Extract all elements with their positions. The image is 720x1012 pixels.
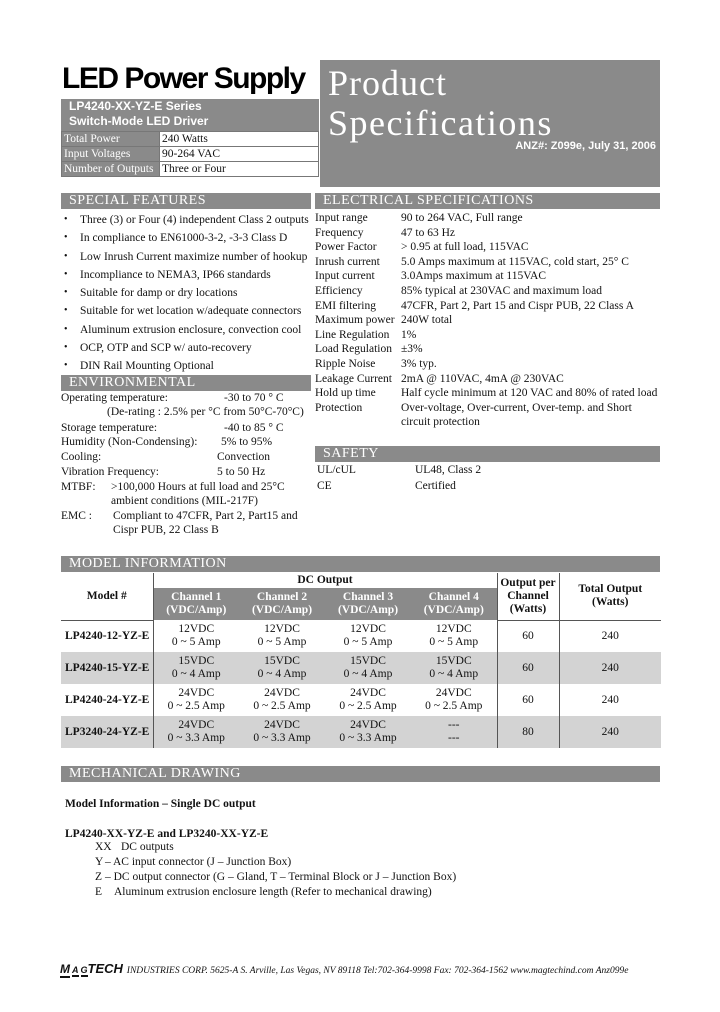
mechanical-models: LP4240-XX-YZ-E and LP3240-XX-YZ-E: [65, 828, 269, 840]
header-line: Channel 1: [171, 591, 222, 603]
spec-label: EMI filtering: [315, 299, 376, 312]
footer: [60, 960, 628, 978]
spec-value: 240W total: [401, 314, 453, 327]
total-output: 240: [601, 693, 619, 706]
humidity-label: Humidity (Non-Condensing):: [61, 436, 198, 448]
channel-cell: [239, 620, 325, 652]
spec-row: [315, 284, 660, 299]
channel-voltage: 24VDC: [350, 719, 386, 731]
safety-value: Certified: [415, 480, 456, 492]
channel-cell: [411, 620, 497, 652]
spec-value: Over-voltage, Over-current, Over-temp. and Short circuit protection: [401, 401, 632, 429]
spec-label: Efficiency: [315, 284, 363, 297]
channel-voltage: 24VDC: [178, 687, 215, 699]
spec-row: [315, 313, 660, 328]
header-line: Channel 2: [256, 591, 308, 603]
channel-cell: [153, 652, 239, 684]
spec-value: 3.0Amps maximum at 115VAC: [401, 270, 547, 283]
spec-row: [315, 357, 660, 372]
spec-label: Maximum power: [315, 314, 395, 327]
spec-value: 90 to 264 VAC, Full range: [401, 212, 523, 224]
header-line: Channel 3: [342, 591, 394, 603]
mechanical-line: DC outputs: [121, 841, 174, 853]
column-header-channel-4: [411, 588, 497, 620]
spec-label: Input current: [315, 270, 375, 283]
channel-current: 0 ~ 4 Amp: [429, 668, 479, 680]
footer-contact: INDUSTRIES CORP. 5625-A S. Arville, Las Vegas, NV 89118 Tel:702-364-9998 Fax: 702-364-1562 www.magtechind.com Anz099e: [126, 966, 629, 976]
mechanical-line: Aluminum extrusion enclosure length (Refer to mechanical drawing): [114, 886, 432, 898]
channel-cell: [239, 716, 325, 748]
table-row: [61, 620, 661, 652]
channel-cell: [411, 684, 497, 716]
environmental-block: [61, 392, 315, 542]
column-header-total-output: [559, 573, 661, 620]
header-line: (Watts): [509, 602, 547, 615]
spec-label: Number of Outputs: [62, 162, 160, 177]
list-item: • Suitable for wet location w/adequate connectors: [64, 302, 314, 320]
spec-label: Total Power: [62, 132, 160, 147]
channel-voltage: 15VDC: [350, 655, 386, 667]
electrical-specs-block: [315, 211, 660, 430]
table-header-row: [61, 573, 661, 588]
mtbf-label: MTBF:: [61, 481, 96, 493]
spec-value: 240 Watts: [160, 132, 319, 147]
spec-label: Input range: [315, 212, 368, 224]
mechanical-key: Z: [95, 871, 103, 883]
channel-voltage: 12VDC: [435, 623, 472, 635]
list-item: • Low Inrush Current maximize number of hookup: [64, 248, 314, 266]
spec-value: 2mA @ 110VAC, 4mA @ 230VAC: [401, 372, 564, 385]
mechanical-drawing-header: MECHANICAL DRAWING: [61, 766, 660, 782]
cooling-value: Convection: [217, 451, 271, 463]
channel-cell: [325, 684, 411, 716]
model-number: LP4240-15-YZ-E: [61, 652, 153, 684]
banner-line-specifications: Specifications: [328, 103, 553, 143]
channel-voltage: 24VDC: [264, 719, 300, 731]
spec-value: Half cycle minimum at 120 VAC and 80% of rated load: [401, 387, 658, 400]
spec-value: 3% typ.: [401, 357, 437, 370]
spec-value: ±3%: [401, 343, 423, 356]
mechanical-key: E: [95, 886, 103, 898]
spec-value: 5.0 Amps maximum at 115VAC, cold start, 25° C: [401, 255, 629, 268]
spec-row: [315, 386, 660, 401]
series-description: Switch-Mode LED Driver: [69, 114, 209, 128]
operating-temp-value: -30 to 70 ° C: [224, 392, 284, 404]
emc-line2: Cispr PUB, 22 Class B: [113, 524, 219, 536]
header-line: (VDC/Amp): [166, 604, 227, 616]
channel-voltage: 15VDC: [264, 655, 300, 667]
safety-block: [317, 463, 617, 495]
mechanical-key: Y: [95, 856, 104, 868]
channel-voltage: 24VDC: [435, 687, 472, 699]
header-line: (Watts): [592, 596, 629, 609]
humidity-value: 5% to 95%: [221, 436, 273, 448]
channel-cell: [325, 716, 411, 748]
channel-voltage: 12VDC: [264, 623, 300, 635]
spec-label: Power Factor: [315, 241, 377, 254]
channel-current: ---: [448, 732, 460, 744]
spec-row: [315, 255, 660, 270]
channel-voltage: 24VDC: [350, 687, 386, 699]
channel-current: 0 ~ 3.3 Amp: [167, 732, 225, 744]
special-features-list: [64, 211, 314, 376]
channel-current: 0 ~ 2.5 Amp: [425, 700, 483, 712]
spec-label: Line Regulation: [315, 328, 390, 341]
column-header-channel-1: [153, 588, 239, 620]
table-row: [62, 147, 319, 162]
spec-label: Input Voltages: [62, 147, 160, 162]
channel-cell: [239, 652, 325, 684]
spec-row: [315, 401, 660, 430]
spec-value: Three or Four: [160, 162, 319, 177]
channel-voltage: 24VDC: [178, 719, 215, 731]
channel-current: 0 ~ 2.5 Amp: [253, 700, 311, 712]
model-number: LP4240-24-YZ-E: [65, 693, 150, 706]
channel-current: 0 ~ 5 Amp: [429, 636, 479, 648]
spec-value: 85% typical at 230VAC and maximum load: [401, 284, 603, 297]
spec-label: Hold up time: [315, 387, 376, 400]
emc-line1: Compliant to 47CFR, Part 2, Part15 and: [113, 510, 298, 522]
spec-label: Frequency: [315, 226, 364, 239]
channel-voltage: 12VDC: [350, 623, 386, 635]
mechanical-line: – DC output connector (G – Gland, T – Terminal Block or J – Junction Box): [105, 871, 457, 883]
banner-line-product: Product: [328, 63, 447, 103]
spec-label: Leakage Current: [315, 372, 392, 385]
channel-current: 0 ~ 5 Amp: [257, 636, 307, 648]
spec-row: [315, 342, 660, 357]
header-line: Output per: [500, 576, 556, 589]
header-line: Total Output: [578, 583, 643, 596]
document-title: LED Power Supply: [62, 62, 305, 95]
logo-letter: TECH: [87, 961, 123, 976]
safety-header: SAFETY: [315, 446, 660, 462]
channel-cell: [325, 652, 411, 684]
summary-spec-table: [61, 131, 319, 177]
list-item: • Aluminum extrusion enclosure, convection cool: [64, 321, 314, 339]
channel-current: 0 ~ 2.5 Amp: [339, 700, 397, 712]
spec-row: [315, 299, 660, 314]
storage-temp-value: -40 to 85 ° C: [224, 422, 284, 434]
channel-current: 0 ~ 3.3 Amp: [339, 732, 397, 744]
header-line: (VDC/Amp): [251, 604, 313, 616]
mtbf-line2: ambient conditions (MIL-217F): [111, 495, 258, 507]
operating-temp-label: Operating temperature:: [61, 392, 168, 404]
spec-row: [317, 479, 617, 495]
channel-cell: [325, 620, 411, 652]
output-per-channel: 60: [497, 684, 559, 716]
list-item: • OCP, OTP and SCP w/ auto-recovery: [64, 339, 314, 357]
table-row: [61, 684, 661, 716]
mtbf-line1: >100,000 Hours at full load and 25°C: [111, 481, 285, 493]
channel-current: 0 ~ 5 Amp: [171, 636, 221, 648]
series-box: [61, 99, 319, 131]
channel-current: 0 ~ 2.5 Amp: [167, 700, 225, 712]
storage-temp-label: Storage temperature:: [61, 422, 158, 434]
environmental-header: ENVIRONMENTAL: [61, 375, 311, 391]
spec-value: 1%: [401, 328, 417, 341]
column-header-model: Model #: [61, 573, 153, 620]
column-header-channel-2: [239, 588, 325, 620]
channel-current: 0 ~ 4 Amp: [171, 668, 221, 680]
anz-revision: ANZ#: Z099e, July 31, 2006: [515, 140, 656, 152]
derating-note: (De-rating : 2.5% per °C from 50°C-70°C): [107, 406, 304, 418]
channel-voltage: 12VDC: [178, 623, 215, 635]
channel-cell: [239, 684, 325, 716]
spec-label: Ripple Noise: [315, 357, 376, 370]
mechanical-block: [63, 798, 663, 908]
model-information-header: MODEL INFORMATION: [61, 556, 660, 572]
table-row: [62, 132, 319, 147]
table-row: [61, 652, 661, 684]
spec-label: Inrush current: [315, 255, 380, 268]
channel-cell: [153, 620, 239, 652]
column-header-output-per-channel: [497, 573, 559, 620]
mechanical-key: XX: [95, 841, 112, 853]
magtech-logo: [60, 960, 127, 976]
model-number: LP4240-12-YZ-E: [65, 629, 150, 642]
header-line: (VDC/Amp): [337, 604, 399, 616]
spec-label: Protection: [315, 401, 363, 414]
channel-current: 0 ~ 5 Amp: [343, 636, 393, 648]
channel-cell: [411, 716, 497, 748]
emc-label: EMC :: [61, 510, 92, 522]
channel-current: 0 ~ 4 Amp: [343, 668, 393, 680]
spec-value: 90-264 VAC: [160, 147, 319, 162]
channel-cell: [411, 652, 497, 684]
mechanical-subtitle: Model Information – Single DC output: [65, 798, 256, 810]
logo-letter: A: [72, 965, 79, 975]
spec-row: [315, 211, 660, 226]
model-number: LP3240-24-YZ-E: [61, 716, 153, 748]
spec-row: [315, 240, 660, 255]
total-output: 240: [601, 629, 619, 642]
product-specifications-banner: [320, 60, 660, 187]
output-per-channel: 60: [497, 652, 559, 684]
special-features-header: SPECIAL FEATURES: [61, 193, 311, 209]
safety-label: UL/cUL: [317, 464, 356, 476]
channel-voltage: 15VDC: [435, 655, 472, 667]
spec-value: 47 to 63 Hz: [401, 226, 455, 239]
list-item: • Three (3) or Four (4) independent Class 2 outputs: [64, 211, 314, 229]
list-item: • In compliance to EN61000-3-2, -3-3 Class D: [64, 229, 314, 247]
logo-letter: G: [80, 965, 88, 975]
total-output: 240: [559, 652, 661, 684]
spec-row: [315, 372, 660, 387]
header-line: (VDC/Amp): [423, 604, 484, 616]
electrical-specs-header: ELECTRICAL SPECIFICATIONS: [315, 193, 660, 209]
mechanical-line: – AC input connector (J – Junction Box): [105, 856, 292, 868]
model-information-table: [61, 573, 661, 748]
spec-row: [315, 328, 660, 343]
spec-label: Load Regulation: [315, 343, 392, 356]
channel-current: 0 ~ 3.3 Amp: [253, 732, 311, 744]
logo-letter: M: [60, 962, 70, 976]
vibration-value: 5 to 50 Hz: [217, 466, 266, 478]
channel-cell: [153, 716, 239, 748]
safety-label: CE: [317, 480, 332, 492]
spec-value: > 0.95 at full load, 115VAC: [401, 241, 529, 254]
series-name: LP4240-XX-YZ-E Series: [69, 99, 202, 113]
spec-value: 47CFR, Part 2, Part 15 and Cispr PUB, 22 Class A: [401, 299, 634, 312]
list-item: • DIN Rail Mounting Optional: [64, 357, 314, 375]
channel-voltage: 24VDC: [264, 687, 300, 699]
table-row: [62, 162, 319, 177]
channel-voltage: ---: [448, 719, 460, 731]
spec-row: [315, 269, 660, 284]
cooling-label: Cooling:: [61, 451, 102, 463]
output-per-channel: 80: [497, 716, 559, 748]
table-row: [61, 716, 661, 748]
column-header-channel-3: [325, 588, 411, 620]
spec-row: [317, 463, 617, 479]
channel-current: 0 ~ 4 Amp: [257, 668, 307, 680]
safety-value: UL48, Class 2: [415, 464, 482, 476]
channel-voltage: 15VDC: [178, 655, 215, 667]
list-item: • Incompliance to NEMA3, IP66 standards: [64, 266, 314, 284]
spec-row: [315, 226, 660, 241]
output-per-channel: 60: [497, 620, 559, 652]
channel-cell: [153, 684, 239, 716]
vibration-label: Vibration Frequency:: [61, 466, 159, 478]
list-item: • Suitable for damp or dry locations: [64, 284, 314, 302]
header-line: Channel: [507, 589, 549, 602]
column-header-dc-output: DC Output: [153, 573, 497, 588]
total-output: 240: [559, 716, 661, 748]
header-line: Channel 4: [428, 591, 479, 603]
